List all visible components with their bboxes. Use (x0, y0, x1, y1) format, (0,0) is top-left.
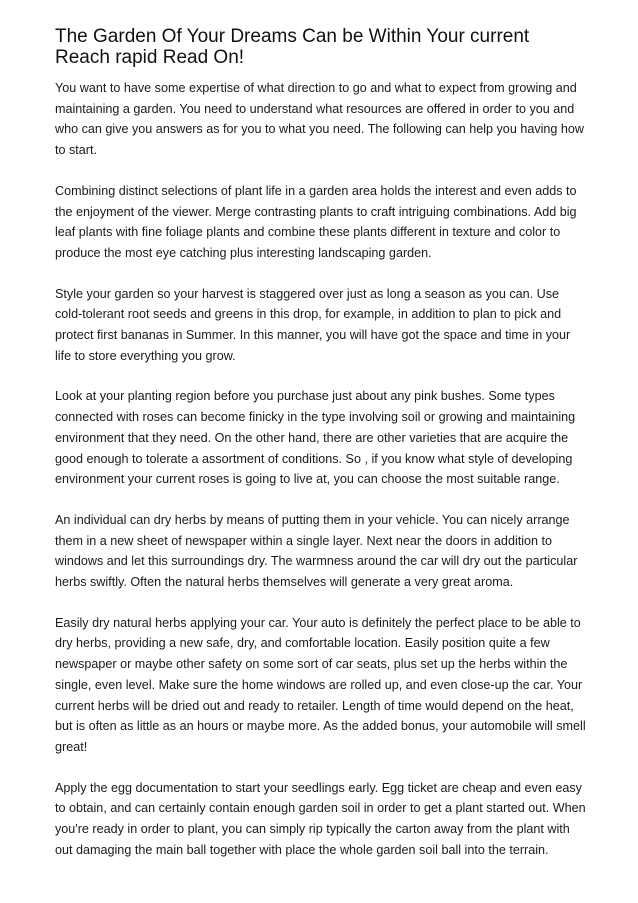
paragraph-5: An individual can dry herbs by means of putting them in your vehicle. You can nicely arrange them in a new sheet of newspaper within a single layer. Next near the doors in addition to windows and let this surroundings dry. The warmness around the car will dry out the particular herbs swiftly. Often the natural herbs themselves will generate a very great aroma. (55, 512, 578, 590)
document-title: The Garden Of Your Dreams Can be Within Your current Reach rapid Read On! (55, 26, 530, 68)
paragraph-1: You want to have some expertise of what direction to go and what to expect from growing and maintaining a garden. You need to understand what resources are offered in order to you and who can give you answers as for you to what you need. The following can help you having how to start. (55, 81, 585, 158)
paragraph-7: Apply the egg documentation to start your seedlings early. Egg ticket are cheap and even easy to obtain, and can certainly contain enough garden soil in order to get a plant started out. When you're ready in order to plant, you can simply rip typically the carton away from the plant with out damaging the main ball together with place the whole garden soil ball into the terrain. (55, 780, 586, 857)
paragraph-2: Combining distinct selections of plant life in a garden area holds the interest and even adds to the enjoyment of the viewer. Merge contrasting plants to craft intriguing combinations. Add big leaf plants with fine foliage plants and combine these plants different in texture and color to produce the most eye catching plus interesting landscaping garden. (55, 183, 577, 260)
paragraph-6: Easily dry natural herbs applying your car. Your auto is definitely the perfect place to be able to dry herbs, providing a new safe, dry, and comfortable location. Easily position quite a few newspaper or maybe other safety on some sort of car seats, plus set up the herbs within the single, even level. Make sure the home windows are rolled up, and even close-up the car. Your current herbs will be dried out and ready to retailer. Length of time would depend on the heat, but is often as little as an hours or maybe more. As the added bonus, your automobile will smell great! (55, 615, 586, 754)
paragraph-3: Style your garden so your harvest is staggered over just as long a season as you can. Use cold-tolerant root seeds and greens in this drop, for example, in addition to plan to pick and protect first bananas in Summer. In this manner, you will have got the space and time in your life to store everything you grow. (55, 286, 571, 363)
document-page (55, 26, 589, 881)
paragraph-4: Look at your planting region before you purchase just about any pink bushes. Some types connected with roses can become finicky in the type involving soil or growing and maintaining environment that they need. On the other hand, there are other varieties that are acquire the good enough to tolerate a assortment of conditions. So , if you know what style of developing environment your current roses is going to live at, you can choose the most suitable range. (55, 389, 576, 487)
